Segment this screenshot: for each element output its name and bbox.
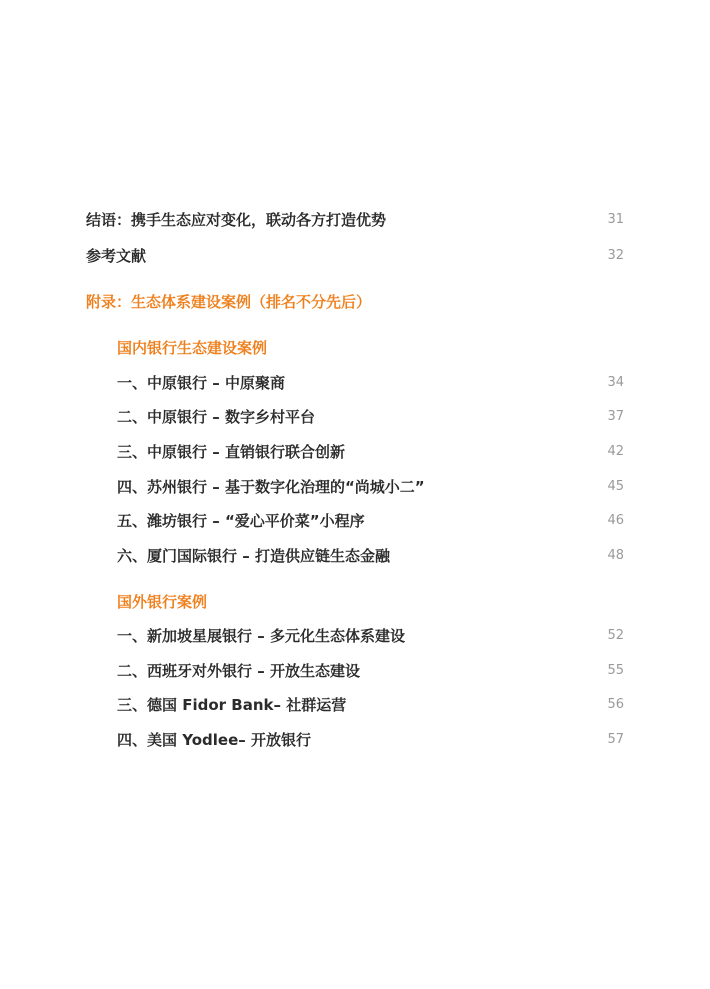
toc-entry[interactable] bbox=[0, 624, 710, 648]
toc-entry-conclusion[interactable] bbox=[0, 208, 710, 232]
toc-entry-title: 三、中原银行 – 直销银行联合创新 bbox=[117, 443, 345, 461]
toc-entry-page-number: 52 bbox=[607, 628, 624, 643]
toc-entry-title: 结语：携手生态应对变化，联动各方打造优势 bbox=[86, 211, 387, 229]
toc-entry-page-number: 45 bbox=[607, 479, 624, 494]
subsection-heading: 国内银行生态建设案例 bbox=[117, 339, 268, 357]
toc-entry-page-number: 57 bbox=[607, 732, 624, 747]
toc-entry-page-number: 31 bbox=[607, 212, 624, 227]
toc-entry-page-number: 56 bbox=[607, 697, 624, 712]
toc-entry-page-number: 55 bbox=[607, 663, 624, 678]
toc-entry-page-number: 46 bbox=[607, 513, 624, 528]
toc-entry-title: 五、潍坊银行 – “爱心平价菜”小程序 bbox=[117, 512, 365, 530]
toc-entry[interactable] bbox=[0, 475, 710, 499]
toc-entry-references[interactable] bbox=[0, 244, 710, 268]
toc-entry-page-number: 34 bbox=[607, 375, 624, 390]
toc-entry-page-number: 32 bbox=[607, 248, 624, 263]
toc-entry[interactable] bbox=[0, 544, 710, 568]
toc-section-appendix[interactable] bbox=[0, 290, 710, 314]
toc-subsection-domestic[interactable] bbox=[0, 336, 710, 360]
toc-entry-title: 六、厦门国际银行 – 打造供应链生态金融 bbox=[117, 547, 390, 565]
toc-entry-title: 二、中原银行 – 数字乡村平台 bbox=[117, 408, 315, 426]
section-heading: 附录：生态体系建设案例（排名不分先后） bbox=[86, 293, 372, 311]
toc-entry[interactable] bbox=[0, 728, 710, 752]
toc-entry-title: 一、新加坡星展银行 – 多元化生态体系建设 bbox=[117, 627, 405, 645]
subsection-heading: 国外银行案例 bbox=[117, 593, 208, 611]
toc-entry-page-number: 37 bbox=[607, 409, 624, 424]
toc-entry-title: 四、苏州银行 – 基于数字化治理的“尚城小二” bbox=[117, 478, 425, 496]
toc-entry[interactable] bbox=[0, 509, 710, 533]
toc-entry[interactable] bbox=[0, 693, 710, 717]
toc-entry-title: 参考文献 bbox=[86, 247, 147, 265]
toc-entry[interactable] bbox=[0, 659, 710, 683]
toc-entry-page-number: 42 bbox=[607, 444, 624, 459]
toc-entry-page-number: 48 bbox=[607, 548, 624, 563]
toc-entry-title: 一、中原银行 – 中原聚商 bbox=[117, 374, 285, 392]
toc-subsection-foreign[interactable] bbox=[0, 590, 710, 614]
toc-entry-title: 三、德国 Fidor Bank– 社群运营 bbox=[117, 696, 347, 714]
toc-entry[interactable] bbox=[0, 405, 710, 429]
toc-entry[interactable] bbox=[0, 371, 710, 395]
toc-entry-title: 四、美国 Yodlee– 开放银行 bbox=[117, 731, 311, 749]
toc-entry[interactable] bbox=[0, 440, 710, 464]
toc-entry-title: 二、西班牙对外银行 – 开放生态建设 bbox=[117, 662, 360, 680]
